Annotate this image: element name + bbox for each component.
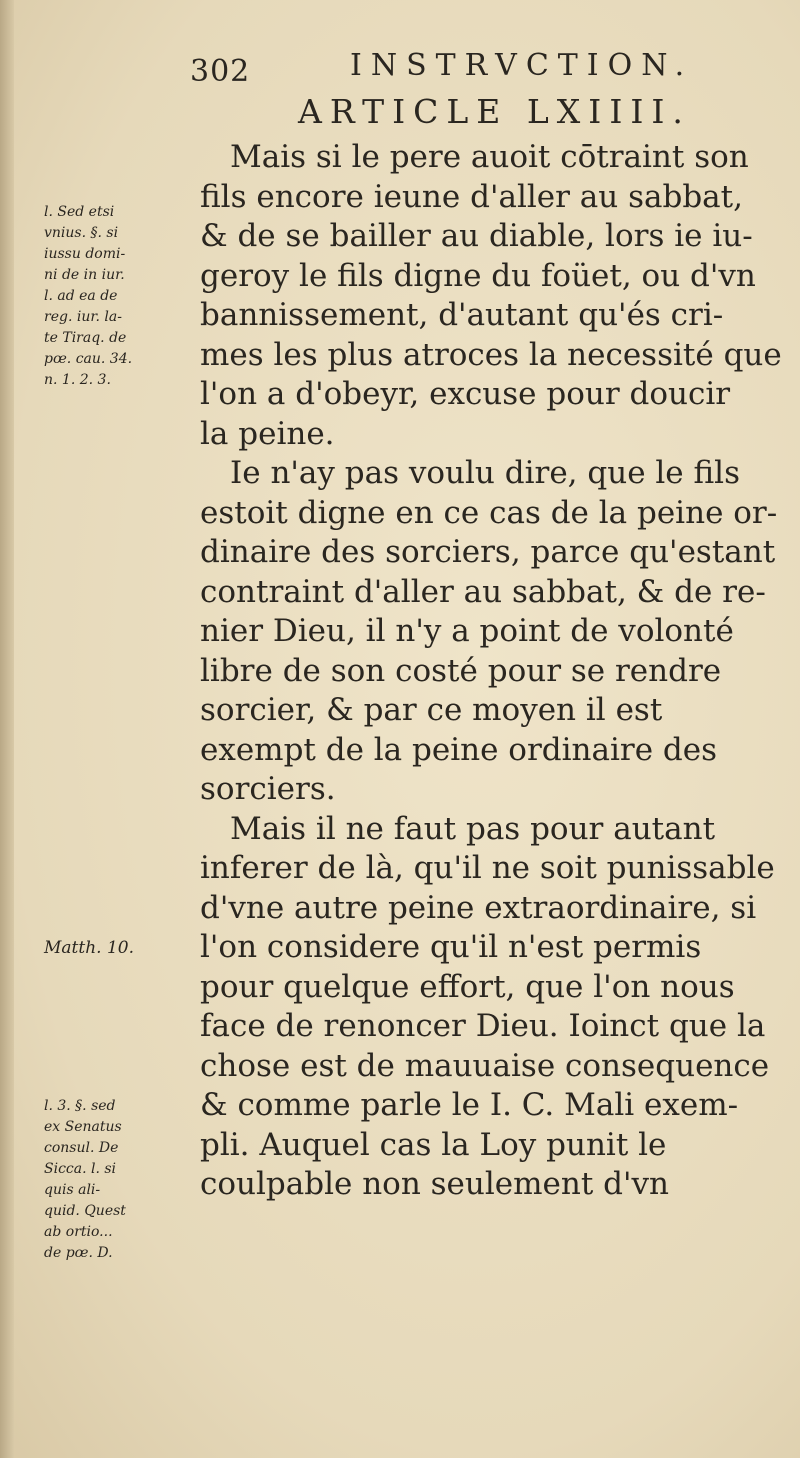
margin-note-line: consul. De [44,1140,119,1156]
margin-note-line: l. 3. §. sed [44,1098,116,1114]
body-line: libre de son costé pour se rendre [200,652,722,689]
page-gutter [0,0,14,1458]
margin-note-line: l. ad ea de [44,288,118,304]
body-line: pli. Auquel cas la Loy punit le [200,1126,667,1163]
body-line: d'vne autre peine extraordinaire, si [200,889,757,926]
page-header [0,48,800,98]
body-line: inferer de là, qu'il ne soit punissable [200,850,775,886]
margin-note-line: quid. Quest [44,1203,126,1219]
body-line: Ie n'ay pas voulu dire, que le fils [230,455,741,491]
margin-note-line: Sicca. l. si [44,1161,117,1177]
page-number: 302 [190,54,251,89]
body-line: & de se bailler au diable, lors ie iu- [200,218,753,254]
margin-note-line: ab ortio... [44,1224,113,1240]
body-line: la peine. [200,415,335,452]
margin-note-line: l. Sed etsi [44,204,115,220]
body-line: Mais il ne faut pas pour autant [230,810,716,847]
body-line: sorcier, & par ce moyen il est [200,692,663,728]
body-line: geroy le fils digne du foüet, ou d'vn [200,257,756,294]
margin-note-line: n. 1. 2. 3. [44,372,111,388]
article-heading: ARTICLE LXIIII. [298,92,691,131]
body-line: contraint d'aller au sabbat, & de re- [200,573,766,610]
body-line: l'on considere qu'il n'est permis [200,929,702,965]
margin-note [44,1096,194,1264]
margin-note-line: iussu domi- [44,246,126,262]
margin-note-line: de pœ. D. [44,1245,113,1261]
body-line: nier Dieu, il n'y a point de volonté [200,613,734,649]
body-text [200,138,782,1205]
body-line: exempt de la peine ordinaire des [200,731,718,768]
body-line: pour quelque effort, que l'on nous [200,968,735,1005]
margin-note-line: ni de in iur. [44,267,125,283]
margin-note-line: quis ali- [44,1182,101,1198]
body-line: coulpable non seulement d'vn [200,1166,669,1202]
body-line: mes les plus atroces la necessité que [200,336,782,373]
running-title: INSTRVCTION. [350,48,694,83]
body-line: & comme parle le I. C. Mali exem- [200,1087,739,1123]
body-line: bannissement, d'autant qu'és cri- [200,297,724,333]
margin-note-line: pœ. cau. 34. [44,351,133,367]
body-line: estoit digne en ce cas de la peine or- [200,494,778,531]
margin-note [44,202,194,391]
margin-note-line: reg. iur. la- [44,309,122,325]
body-line: chose est de mauuaise consequence [200,1047,770,1084]
margin-note-line: Matth. 10. [44,938,134,958]
body-line: sorciers. [200,771,336,807]
margin-note-line: vnius. §. si [44,225,119,241]
margin-note-line: te Tiraq. de [44,330,127,346]
margin-note-line: ex Senatus [44,1119,122,1135]
body-line: dinaire des sorciers, parce qu'estant [200,534,776,570]
margin-note [44,938,194,959]
body-line: l'on a d'obeyr, excuse pour doucir [200,376,731,412]
body-line: face de renoncer Dieu. Ioinct que la [200,1008,766,1044]
body-line: Mais si le pere auoit cōtraint son [230,139,749,175]
body-line: fils encore ieune d'aller au sabbat, [200,178,743,215]
